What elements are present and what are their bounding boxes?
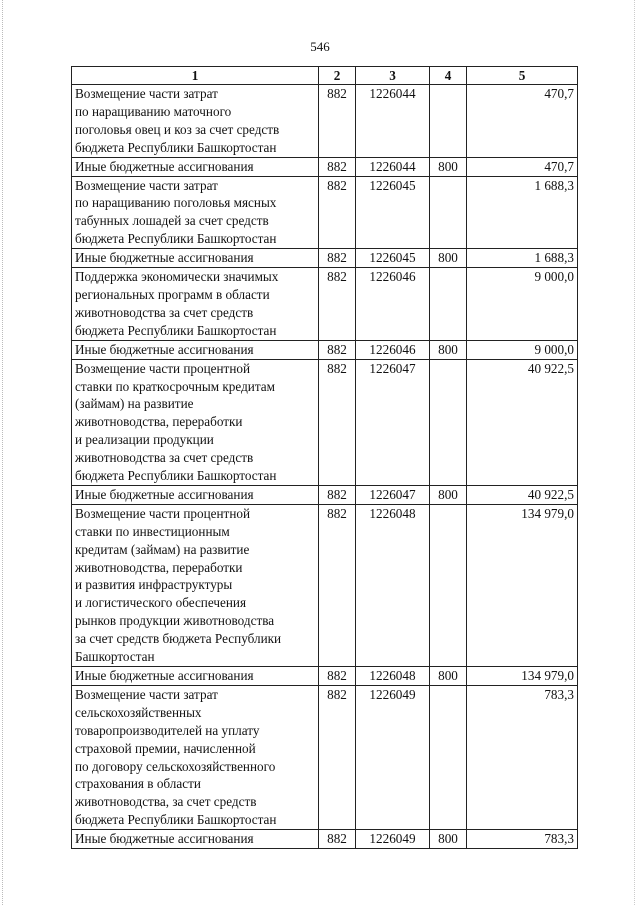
cell-target-article: 1226044: [356, 157, 430, 176]
cell-ministry-code: 882: [319, 830, 356, 849]
cell-ministry-code: 882: [319, 685, 356, 829]
cell-target-article: 1226046: [356, 268, 430, 341]
header-col-3: 3: [356, 67, 430, 85]
cell-ministry-code: 882: [319, 85, 356, 158]
table-row: [72, 340, 578, 359]
header-col-5: 5: [467, 67, 578, 85]
table-row: [72, 85, 578, 158]
cell-expenditure-name: Иные бюджетные ассигнования: [72, 667, 319, 686]
table-row: [72, 249, 578, 268]
cell-expenditure-name: Возмещение части затрат по наращиванию маточного поголовья овец и коз за счет средств бюджета Республики Башкортостан: [72, 85, 319, 158]
table-row: [72, 504, 578, 666]
cell-expenditure-name: Иные бюджетные ассигнования: [72, 249, 319, 268]
cell-amount: 134 979,0: [467, 504, 578, 666]
cell-ministry-code: 882: [319, 176, 356, 249]
cell-expenditure-name: Иные бюджетные ассигнования: [72, 340, 319, 359]
cell-target-article: 1226045: [356, 249, 430, 268]
header-col-4: 4: [430, 67, 467, 85]
cell-target-article: 1226047: [356, 359, 430, 485]
cell-expense-type: 800: [430, 340, 467, 359]
table-row: [72, 176, 578, 249]
cell-expense-type: [430, 176, 467, 249]
cell-amount: 783,3: [467, 830, 578, 849]
cell-ministry-code: 882: [319, 667, 356, 686]
cell-amount: 40 922,5: [467, 485, 578, 504]
cell-expense-type: 800: [430, 667, 467, 686]
cell-ministry-code: 882: [319, 359, 356, 485]
cell-amount: 1 688,3: [467, 176, 578, 249]
cell-expenditure-name: Возмещение части процентной ставки по краткосрочным кредитам (займам) на развитие животноводства, переработки и реализации продукции животноводства за счет средств бюджета Республики Башкортостан: [72, 359, 319, 485]
table-body: [72, 85, 578, 849]
cell-amount: 134 979,0: [467, 667, 578, 686]
cell-expenditure-name: Иные бюджетные ассигнования: [72, 830, 319, 849]
header-col-1: 1: [72, 67, 319, 85]
cell-target-article: 1226047: [356, 485, 430, 504]
cell-expense-type: [430, 359, 467, 485]
cell-expenditure-name: Возмещение части процентной ставки по инвестиционным кредитам (займам) на развитие животноводства, переработки и развития инфраструктуры и логистического обеспечения рынков продукции животноводства за счет средств бюджета Республики Башкортостан: [72, 504, 319, 666]
cell-ministry-code: 882: [319, 157, 356, 176]
table-header-row: [72, 67, 578, 85]
cell-expense-type: [430, 685, 467, 829]
cell-expenditure-name: Возмещение части затрат сельскохозяйственных товаропроизводителей на уплату страховой премии, начисленной по договору сельскохозяйственного страхования в области животноводства, за счет средств бюджета Республики Башкортостан: [72, 685, 319, 829]
cell-target-article: 1226049: [356, 830, 430, 849]
cell-amount: 1 688,3: [467, 249, 578, 268]
cell-ministry-code: 882: [319, 340, 356, 359]
table-row: [72, 667, 578, 686]
cell-expense-type: [430, 504, 467, 666]
cell-ministry-code: 882: [319, 268, 356, 341]
cell-target-article: 1226049: [356, 685, 430, 829]
cell-expense-type: [430, 85, 467, 158]
cell-ministry-code: 882: [319, 249, 356, 268]
cell-ministry-code: 882: [319, 485, 356, 504]
cell-target-article: 1226046: [356, 340, 430, 359]
cell-expenditure-name: Возмещение части затрат по наращиванию поголовья мясных табунных лошадей за счет средств бюджета Республики Башкортостан: [72, 176, 319, 249]
cell-ministry-code: 882: [319, 504, 356, 666]
cell-target-article: 1226044: [356, 85, 430, 158]
cell-amount: 9 000,0: [467, 340, 578, 359]
cell-amount: 9 000,0: [467, 268, 578, 341]
table-row: [72, 485, 578, 504]
table-row: [72, 157, 578, 176]
cell-expense-type: 800: [430, 249, 467, 268]
page-number: 546: [310, 39, 330, 54]
cell-amount: 783,3: [467, 685, 578, 829]
budget-table: [71, 66, 578, 849]
cell-expense-type: 800: [430, 830, 467, 849]
cell-target-article: 1226045: [356, 176, 430, 249]
cell-target-article: 1226048: [356, 504, 430, 666]
table-row: [72, 268, 578, 341]
header-col-2: 2: [319, 67, 356, 85]
table-row: [72, 359, 578, 485]
table-row: [72, 830, 578, 849]
cell-expense-type: 800: [430, 157, 467, 176]
cell-amount: 470,7: [467, 85, 578, 158]
cell-target-article: 1226048: [356, 667, 430, 686]
table-row: [72, 685, 578, 829]
cell-expenditure-name: Иные бюджетные ассигнования: [72, 157, 319, 176]
cell-expenditure-name: Поддержка экономически значимых региональных программ в области животноводства за счет средств бюджета Республики Башкортостан: [72, 268, 319, 341]
cell-expense-type: 800: [430, 485, 467, 504]
scan-edge-left: [2, 0, 4, 905]
cell-amount: 470,7: [467, 157, 578, 176]
cell-expense-type: [430, 268, 467, 341]
scan-edge-right: [634, 0, 636, 905]
cell-expenditure-name: Иные бюджетные ассигнования: [72, 485, 319, 504]
cell-amount: 40 922,5: [467, 359, 578, 485]
